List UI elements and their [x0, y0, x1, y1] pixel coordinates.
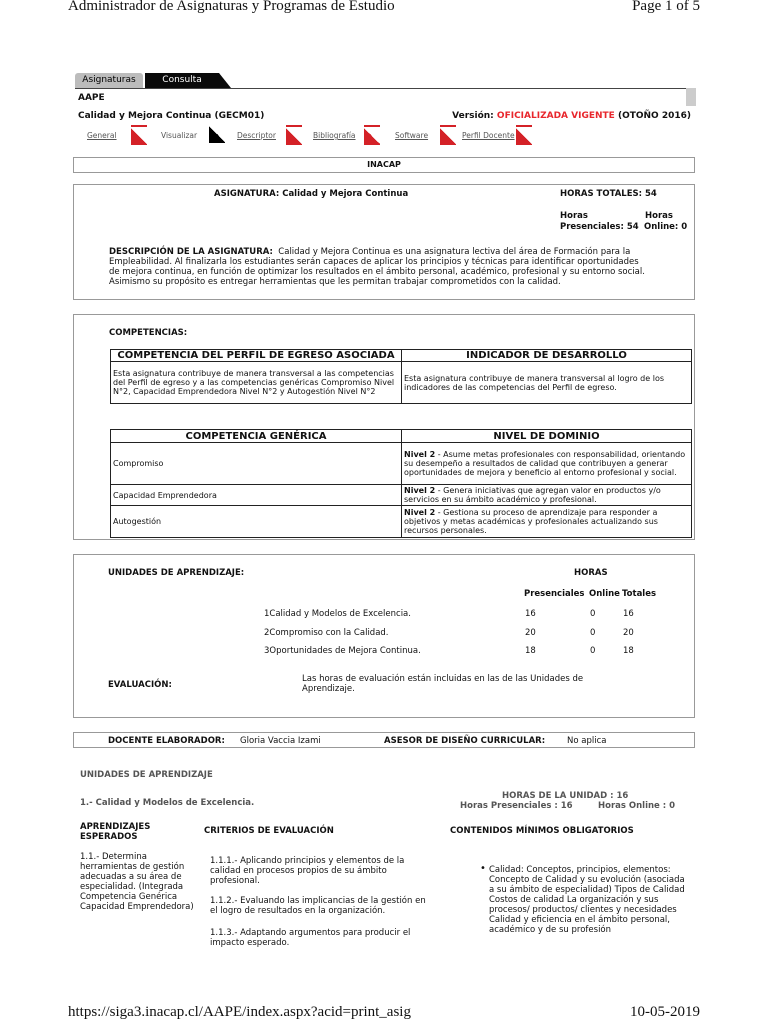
bullet-icon: •: [480, 863, 486, 874]
flag-red-icon: [286, 125, 302, 145]
col-online: Online: [589, 589, 620, 599]
evaluacion-line1: Las horas de evaluación están incluidas en las de las Unidades de: [302, 674, 584, 684]
nivel-text: - Asume metas profesionales con responsabilidad, orientando su desempeño a resultados de calidad que contribuyen a generar oportunidades de mejora y beneficio al entorno profesional y social.: [404, 450, 686, 477]
unidad-pres: 16: [525, 609, 536, 619]
unidad-tot: 18: [623, 646, 634, 656]
tab-consulta[interactable]: Consulta: [145, 73, 219, 88]
horas-online-value: Online: 0: [644, 222, 688, 232]
nav-software-label[interactable]: Software: [395, 131, 429, 140]
institution-name: INACAP: [367, 160, 401, 169]
criterio-text: 1.1.2.- Evaluando las implicancias de la gestión en el logro de resultados en la organización.: [210, 896, 426, 916]
descripcion-label: DESCRIPCIÓN DE LA ASIGNATURA:: [109, 247, 273, 257]
app-name: AAPE: [78, 93, 105, 103]
horas-unidad-pres: Horas Presenciales : 16: [460, 801, 573, 811]
unidad-name: 2Compromiso con la Calidad.: [264, 628, 389, 638]
descripcion: [109, 247, 689, 287]
docente-name: Gloria Vaccia Izami: [240, 736, 321, 746]
horas-unidad: HORAS DE LA UNIDAD : 16: [502, 791, 629, 801]
asesor-label: ASESOR DE DISEÑO CURRICULAR:: [384, 736, 546, 746]
unidad-name: 3Oportunidades de Mejora Continua.: [264, 646, 421, 656]
criterio-text: 1.1.1.- Aplicando principios y elementos de la calidad en procesos propios de su ámbito profesional.: [210, 856, 405, 886]
flag-red-icon: [131, 125, 147, 145]
print-footer: [68, 1004, 700, 1026]
horas-online-label: Horas: [645, 211, 673, 221]
descripcion-line2: Empleabilidad. Al finalizarla los estudiantes serán capaces de aplicar los principios y técnicas para identificar oportunidades: [109, 257, 639, 267]
unidad-pres: 18: [525, 646, 536, 656]
unidades-box: [73, 554, 695, 718]
nivel-header: NIVEL DE DOMINIO: [402, 430, 692, 443]
asignatura-title: ASIGNATURA: Calidad y Mejora Continua: [214, 189, 409, 199]
detalle-unit: 1.- Calidad y Modelos de Excelencia.: [80, 798, 255, 808]
detalle-title: UNIDADES DE APRENDIZAJE: [80, 770, 213, 780]
generica-nivel: [402, 506, 692, 538]
version-term: (OTOÑO 2016): [617, 111, 691, 121]
nivel-label: Nivel 2: [404, 508, 436, 517]
nav-perfil-docente-label[interactable]: Perfil Docente: [462, 131, 515, 140]
flag-red-icon: [364, 125, 380, 145]
horas-unidad-online: Horas Online : 0: [598, 801, 676, 811]
nivel-label: Nivel 2: [404, 450, 436, 459]
table-row: [111, 506, 692, 538]
tab-asignaturas[interactable]: Asignaturas: [75, 73, 143, 88]
print-header-page: Page 1 of 5: [632, 0, 700, 14]
flag-red-icon: [516, 125, 532, 145]
version-status: OFICIALIZADA VIGENTE: [496, 111, 615, 121]
perfil-header: COMPETENCIA DEL PERFIL DE EGRESO ASOCIADA: [111, 350, 402, 362]
genericas-table: [110, 429, 692, 538]
asesor-value: No aplica: [567, 736, 607, 746]
descripcion-line3: de mejora continua, en función de optimizar los resultados en el ámbito personal, académico, profesional y su entorno social.: [109, 267, 645, 277]
contenido-text: Calidad: Conceptos, principios, elementos: Concepto de Calidad y su evolución (asociada a su ámbito de especialidad) Tipos de Calidad Costos de calidad La organización y sus procesos/ productos/ clientes y necesidades Calidad y eficiencia en el ámbito personal, académico y de su profesión: [489, 865, 685, 935]
unidad-online: 0: [590, 646, 596, 656]
horas-totales: HORAS TOTALES: 54: [560, 189, 657, 199]
col-totales: Totales: [622, 589, 657, 599]
perfil-table: [110, 349, 692, 404]
gray-marker: [686, 88, 696, 106]
flag-red-icon: [440, 125, 456, 145]
horas-pres-value: Presenciales: 54: [560, 222, 639, 232]
nav-descriptor-label[interactable]: Descriptor: [237, 131, 276, 140]
indicador-header: INDICADOR DE DESARROLLO: [402, 350, 692, 362]
print-header: [68, 0, 700, 20]
course-title: Calidad y Mejora Continua (GECM01): [78, 111, 265, 121]
version-label: Versión:: [452, 111, 494, 121]
docente-label: DOCENTE ELABORADOR:: [108, 736, 225, 746]
nav-visualizar-label[interactable]: Visualizar: [161, 131, 198, 140]
evaluacion-line2: Aprendizaje.: [302, 684, 355, 694]
criterio-text: 1.1.3.- Adaptando argumentos para producir el impacto esperado.: [210, 928, 411, 948]
col-contenidos: CONTENIDOS MÍNIMOS OBLIGATORIOS: [450, 826, 634, 836]
descripcion-line1: Calidad y Mejora Continua es una asignatura lectiva del área de Formación para la: [278, 247, 631, 257]
unidad-pres: 20: [525, 628, 536, 638]
tab-divider: [75, 88, 695, 89]
generica-nivel: [402, 443, 692, 485]
section-nav: [78, 125, 698, 145]
horas-pres-label: Horas: [560, 211, 588, 221]
flag-black-icon: [209, 125, 225, 143]
generica-name: Compromiso: [111, 443, 402, 485]
institution-box: [73, 157, 695, 173]
version-info: [452, 111, 691, 121]
nav-general-label[interactable]: General: [87, 131, 117, 140]
col-presenciales: Presenciales: [524, 589, 585, 599]
generica-name: Autogestión: [111, 506, 402, 538]
generica-nivel: [402, 485, 692, 506]
print-footer-url: https://siga3.inacap.cl/AAPE/index.aspx?acid=print_asig: [68, 1004, 411, 1020]
unidades-label: UNIDADES DE APRENDIZAJE:: [108, 568, 245, 578]
evaluacion-text: [302, 674, 622, 694]
print-footer-date: 10-05-2019: [630, 1004, 700, 1020]
asignatura-box: [73, 184, 695, 300]
nivel-text: - Gestiona su proceso de aprendizaje para responder a objetivos y metas académicas y profesionales actualizando sus recursos personales.: [404, 508, 658, 535]
evaluacion-label: EVALUACIÓN:: [108, 680, 172, 690]
horas-label: HORAS: [574, 568, 608, 578]
docente-box: [73, 732, 695, 748]
nivel-label: Nivel 2: [404, 486, 436, 495]
unidad-tot: 20: [623, 628, 634, 638]
unidad-tot: 16: [623, 609, 634, 619]
table-row: [111, 443, 692, 485]
indicador-text: Esta asignatura contribuye de manera transversal al logro de los indicadores de las competencias del Perfil de egreso.: [402, 362, 692, 404]
nivel-text: - Genera iniciativas que agregan valor en productos y/o servicios en su ámbito académico y profesional.: [404, 486, 661, 504]
unidad-name: 1Calidad y Modelos de Excelencia.: [264, 609, 411, 619]
col-criterios: CRITERIOS DE EVALUACIÓN: [204, 826, 334, 836]
generica-name: Capacidad Emprendedora: [111, 485, 402, 506]
generica-header: COMPETENCIA GENÉRICA: [111, 430, 402, 443]
descripcion-line4: Asimismo su propósito es entregar herramientas que les permitan trabajar comprometidos con la calidad.: [109, 277, 561, 287]
competencias-label: COMPETENCIAS:: [109, 328, 188, 338]
perfil-text: Esta asignatura contribuye de manera transversal a las competencias del Perfil de egreso y a las competencias genéricas Compromiso Nivel N°2, Capacidad Emprendedora Nivel N°2 y Autogestión Nivel N°2: [111, 362, 402, 404]
unidad-online: 0: [590, 609, 596, 619]
print-header-title: Administrador de Asignaturas y Programas de Estudio: [68, 0, 395, 14]
unidad-online: 0: [590, 628, 596, 638]
aprendizaje-text: 1.1.- Determina herramientas de gestión adecuadas a su área de especialidad. (Integrada Competencia Genérica Capacidad Emprendedora): [80, 852, 194, 912]
col-aprendizajes: APRENDIZAJES ESPERADOS: [80, 822, 151, 842]
table-row: [111, 485, 692, 506]
nav-bibliografia-label[interactable]: Bibliografía: [313, 131, 356, 140]
competencias-box: [73, 314, 695, 540]
